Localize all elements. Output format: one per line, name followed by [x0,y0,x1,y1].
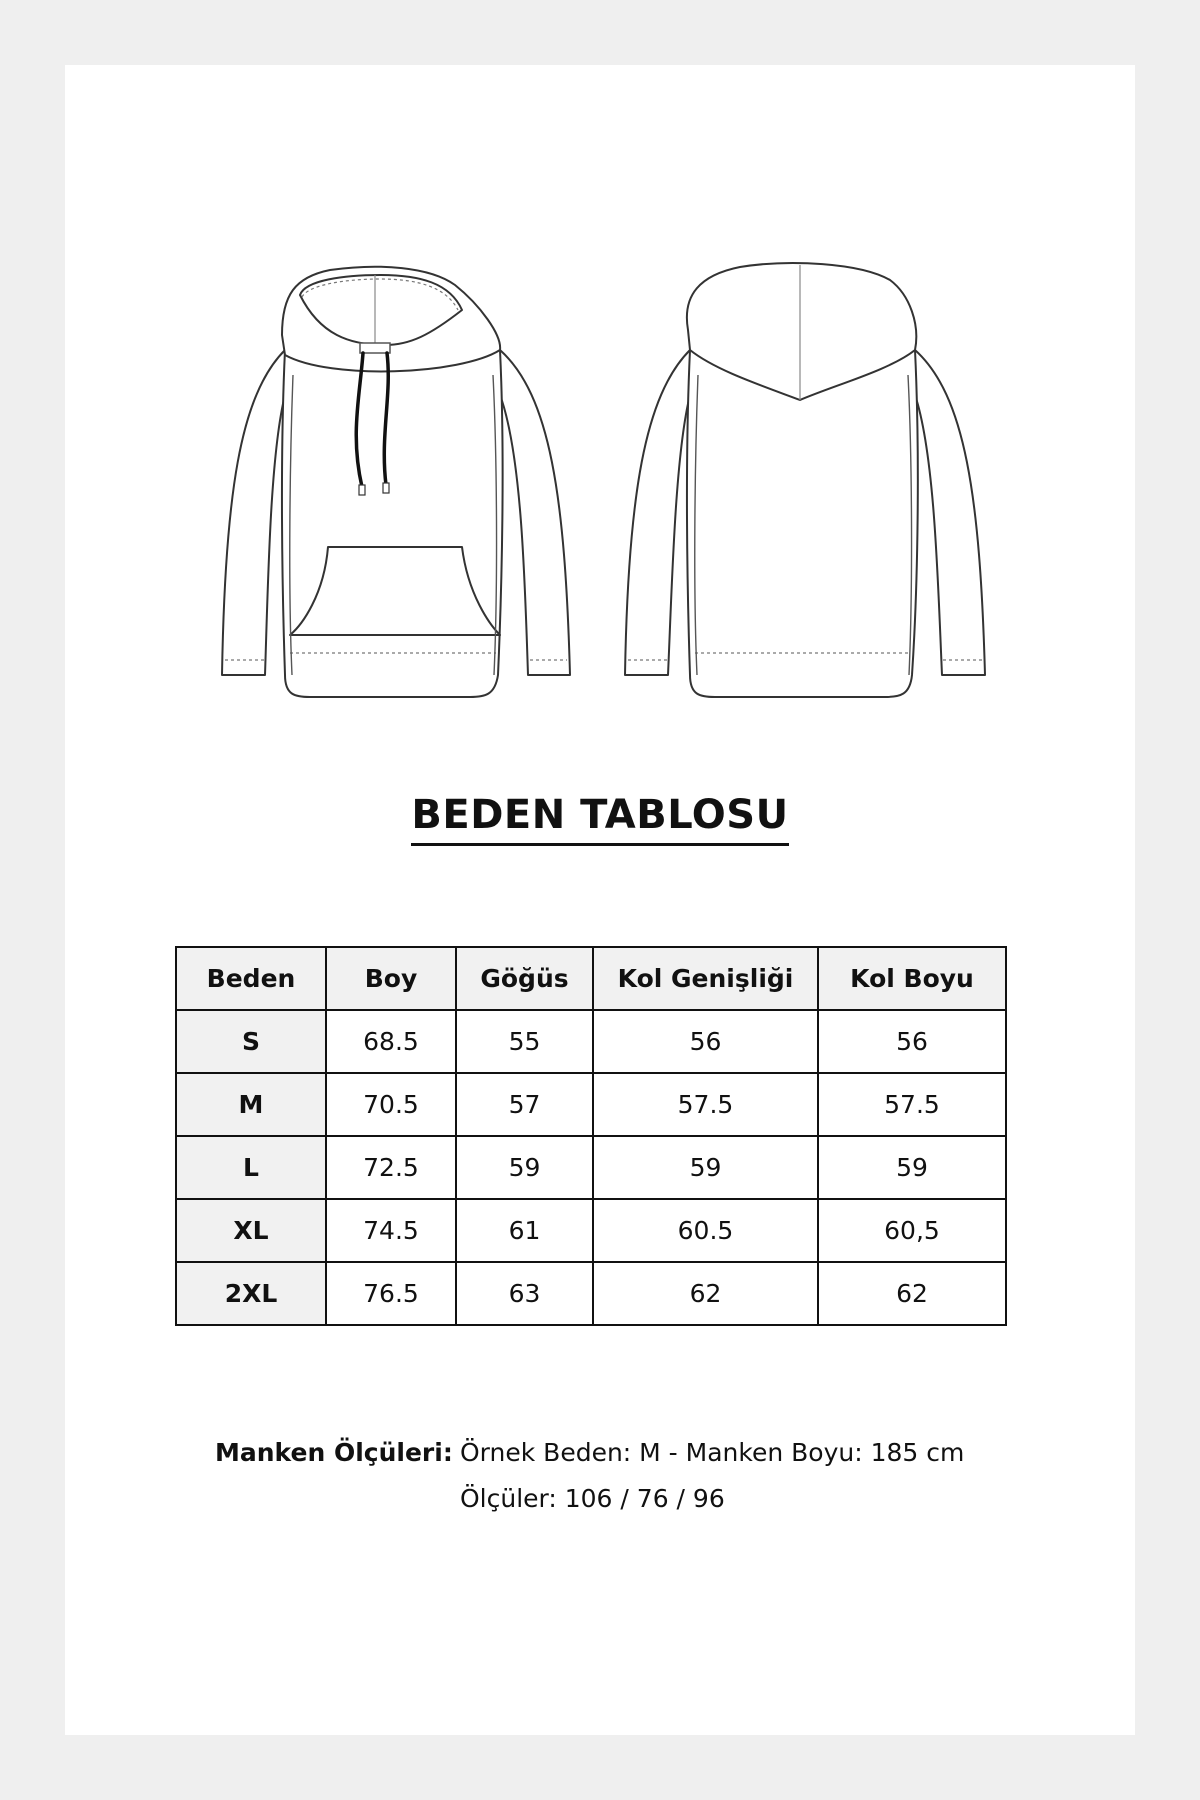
table-cell: 59 [818,1136,1006,1199]
table-cell: 61 [456,1199,593,1262]
table-header-row [176,947,1006,1010]
size-cell: 2XL [176,1262,326,1325]
table-cell: 60,5 [818,1199,1006,1262]
table-cell: 62 [818,1262,1006,1325]
table-cell: 59 [456,1136,593,1199]
table-row [176,1136,1006,1199]
table-cell: 57 [456,1073,593,1136]
table-cell: 57.5 [818,1073,1006,1136]
table-cell: 60.5 [593,1199,818,1262]
table-cell: 62 [593,1262,818,1325]
table-cell: 76.5 [326,1262,456,1325]
page-title-text: BEDEN TABLOSU [411,791,788,846]
size-cell: XL [176,1199,326,1262]
table-cell: 56 [593,1010,818,1073]
model-body-measurements: Ölçüler: 106 / 76 / 96 [460,1484,725,1513]
column-header-gogus: Göğüs [456,947,593,1010]
table-cell: 70.5 [326,1073,456,1136]
column-header-kol-genisligi: Kol Genişliği [593,947,818,1010]
model-measurements-label: Manken Ölçüleri: [215,1438,453,1467]
size-cell: L [176,1136,326,1199]
column-header-beden: Beden [176,947,326,1010]
column-header-boy: Boy [326,947,456,1010]
hoodie-back-illustration [620,255,990,705]
model-size-and-height: Örnek Beden: M - Manken Boyu: 185 cm [460,1438,965,1467]
model-measurements [215,1430,964,1522]
table-cell: 57.5 [593,1073,818,1136]
table-row [176,1262,1006,1325]
page-title [0,791,1200,846]
size-table [175,946,1007,1326]
size-cell: M [176,1073,326,1136]
table-cell: 55 [456,1010,593,1073]
hoodie-front-illustration [210,255,590,705]
table-cell: 72.5 [326,1136,456,1199]
table-cell: 63 [456,1262,593,1325]
size-cell: S [176,1010,326,1073]
table-cell: 59 [593,1136,818,1199]
table-cell: 68.5 [326,1010,456,1073]
table-row [176,1199,1006,1262]
table-row [176,1073,1006,1136]
table-cell: 74.5 [326,1199,456,1262]
spacer [215,1476,460,1522]
column-header-kol-boyu: Kol Boyu [818,947,1006,1010]
table-row [176,1010,1006,1073]
table-cell: 56 [818,1010,1006,1073]
